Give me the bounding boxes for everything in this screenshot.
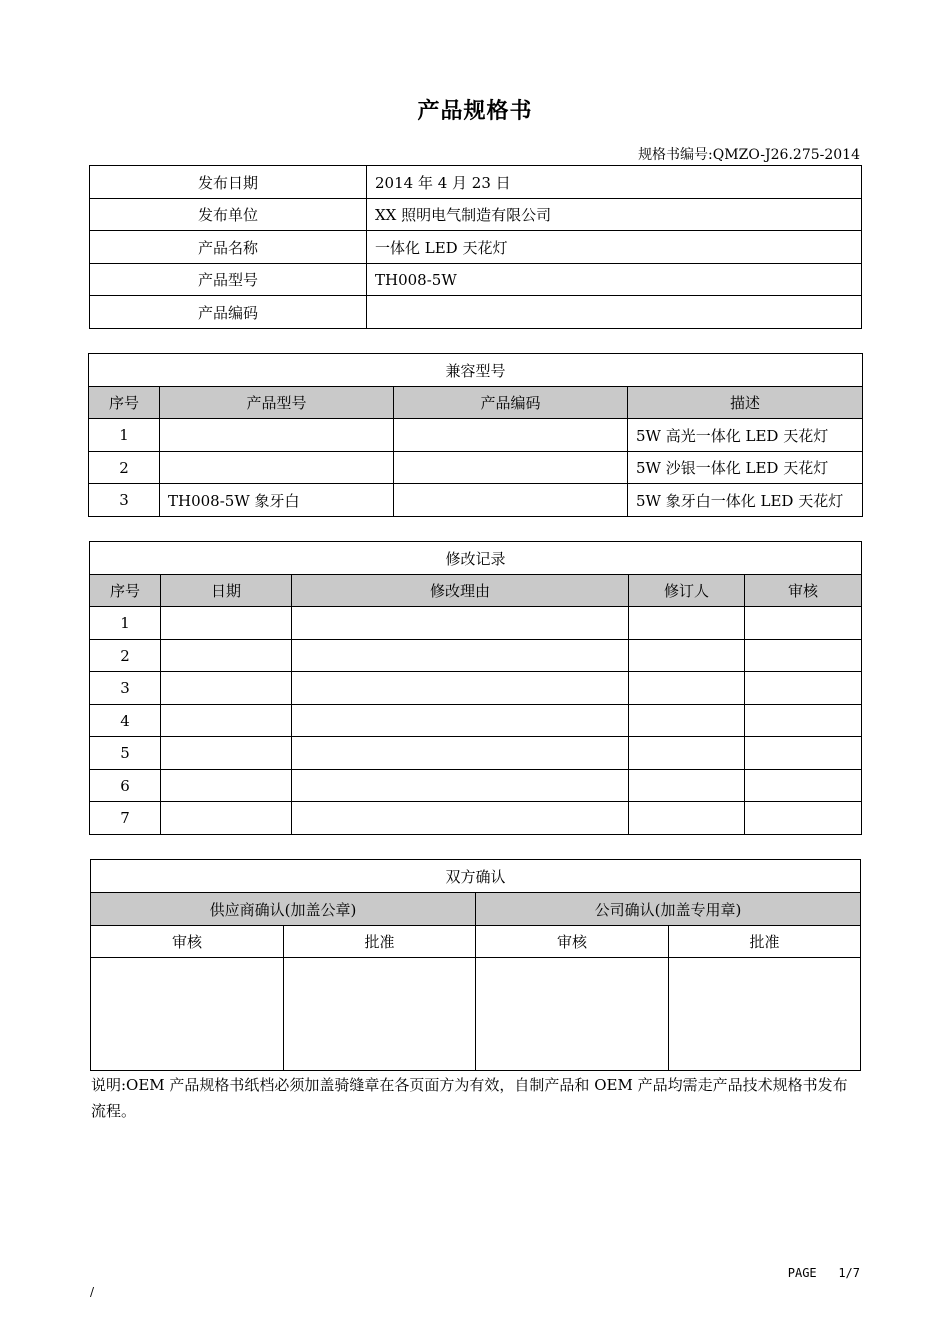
info-label: 产品编码: [90, 296, 367, 329]
confirm-title: 双方确认: [91, 860, 861, 893]
cell: [629, 737, 745, 770]
info-label: 产品型号: [90, 264, 367, 296]
signature-cell: [476, 958, 669, 1071]
cell: [161, 672, 292, 705]
cell: [394, 419, 628, 452]
cell: [745, 737, 862, 770]
table-row: [89, 452, 863, 484]
signature-cell: [284, 958, 476, 1071]
cell: 2: [89, 452, 160, 484]
table-row: [90, 672, 862, 705]
table-row: [90, 802, 862, 835]
cell: [161, 802, 292, 835]
cell: [745, 770, 862, 802]
confirm-sub-header-row: [91, 926, 861, 958]
col-header: 审核: [745, 575, 862, 607]
cell: [629, 640, 745, 672]
cell: 7: [90, 802, 161, 835]
cell: 2: [90, 640, 161, 672]
cell: [629, 770, 745, 802]
cell: 1: [90, 607, 161, 640]
table-row: [89, 419, 863, 452]
compat-header-row: [89, 387, 863, 419]
info-value: 一体化 LED 天花灯: [367, 231, 862, 264]
table-row: [90, 770, 862, 802]
supplier-confirm-header: 供应商确认(加盖公章): [91, 893, 476, 926]
col-header: 产品型号: [160, 387, 394, 419]
footer-mark: /: [90, 1285, 95, 1299]
cell: [161, 770, 292, 802]
compat-title: 兼容型号: [89, 354, 863, 387]
cell: [394, 484, 628, 517]
table-row: [90, 607, 862, 640]
info-row: [90, 296, 862, 329]
col-header: 序号: [89, 387, 160, 419]
page-number: PAGE 1/7: [787, 1266, 860, 1280]
cell: 5W 高光一体化 LED 天花灯: [628, 419, 863, 452]
col-header: 批准: [284, 926, 476, 958]
col-header: 序号: [90, 575, 161, 607]
cell: [745, 607, 862, 640]
revision-header-row: [90, 575, 862, 607]
table-row: [90, 640, 862, 672]
col-header: 产品编码: [394, 387, 628, 419]
cell: [160, 419, 394, 452]
cell: [292, 640, 629, 672]
cell: [629, 705, 745, 737]
cell: 4: [90, 705, 161, 737]
cell: 6: [90, 770, 161, 802]
page-title: 产品规格书: [417, 99, 533, 124]
col-header: 描述: [628, 387, 863, 419]
company-confirm-header: 公司确认(加盖专用章): [476, 893, 861, 926]
cell: 3: [90, 672, 161, 705]
table-row: [90, 705, 862, 737]
info-label: 产品名称: [90, 231, 367, 264]
cell: [292, 737, 629, 770]
cell: [161, 607, 292, 640]
col-header: 审核: [476, 926, 669, 958]
signature-row: [91, 958, 861, 1071]
cell: 1: [89, 419, 160, 452]
table-row: [90, 737, 862, 770]
cell: 5: [90, 737, 161, 770]
info-row: [90, 231, 862, 264]
cell: [292, 802, 629, 835]
cell: [745, 640, 862, 672]
info-row: [90, 166, 862, 199]
cell: [629, 672, 745, 705]
info-value: 2014 年 4 月 23 日: [367, 166, 862, 199]
cell: [161, 640, 292, 672]
compat-table: [88, 353, 863, 517]
cell: [629, 802, 745, 835]
cell: TH008-5W 象牙白: [160, 484, 394, 517]
cell: 3: [89, 484, 160, 517]
table-row: [89, 484, 863, 517]
signature-cell: [669, 958, 861, 1071]
info-label: 发布日期: [90, 166, 367, 199]
info-value: [367, 296, 862, 329]
confirm-table: [90, 859, 861, 1071]
info-table: [89, 165, 862, 329]
info-row: [90, 199, 862, 231]
col-header: 审核: [91, 926, 284, 958]
cell: [160, 452, 394, 484]
revision-title: 修改记录: [90, 542, 862, 575]
cell: [292, 770, 629, 802]
doc-number: 规格书编号:QMZO-J26.275-2014: [638, 147, 860, 163]
info-value: TH008-5W: [367, 264, 862, 296]
cell: [629, 607, 745, 640]
cell: [745, 672, 862, 705]
cell: [292, 607, 629, 640]
cell: [745, 802, 862, 835]
col-header: 修改理由: [292, 575, 629, 607]
info-label: 发布单位: [90, 199, 367, 231]
cell: [292, 705, 629, 737]
revision-table: [89, 541, 862, 835]
info-row: [90, 264, 862, 296]
cell: 5W 象牙白一体化 LED 天花灯: [628, 484, 863, 517]
cell: 5W 沙银一体化 LED 天花灯: [628, 452, 863, 484]
cell: [394, 452, 628, 484]
cell: [161, 737, 292, 770]
col-header: 修订人: [629, 575, 745, 607]
col-header: 批准: [669, 926, 861, 958]
signature-cell: [91, 958, 284, 1071]
note-text: 说明:OEM 产品规格书纸档必须加盖骑缝章在各页面方为有效，自制产品和 OEM 产品均需走产品技术规格书发布流程。: [91, 1076, 848, 1120]
cell: [292, 672, 629, 705]
cell: [745, 705, 862, 737]
info-value: XX 照明电气制造有限公司: [367, 199, 862, 231]
confirm-party-row: [91, 893, 861, 926]
cell: [161, 705, 292, 737]
col-header: 日期: [161, 575, 292, 607]
